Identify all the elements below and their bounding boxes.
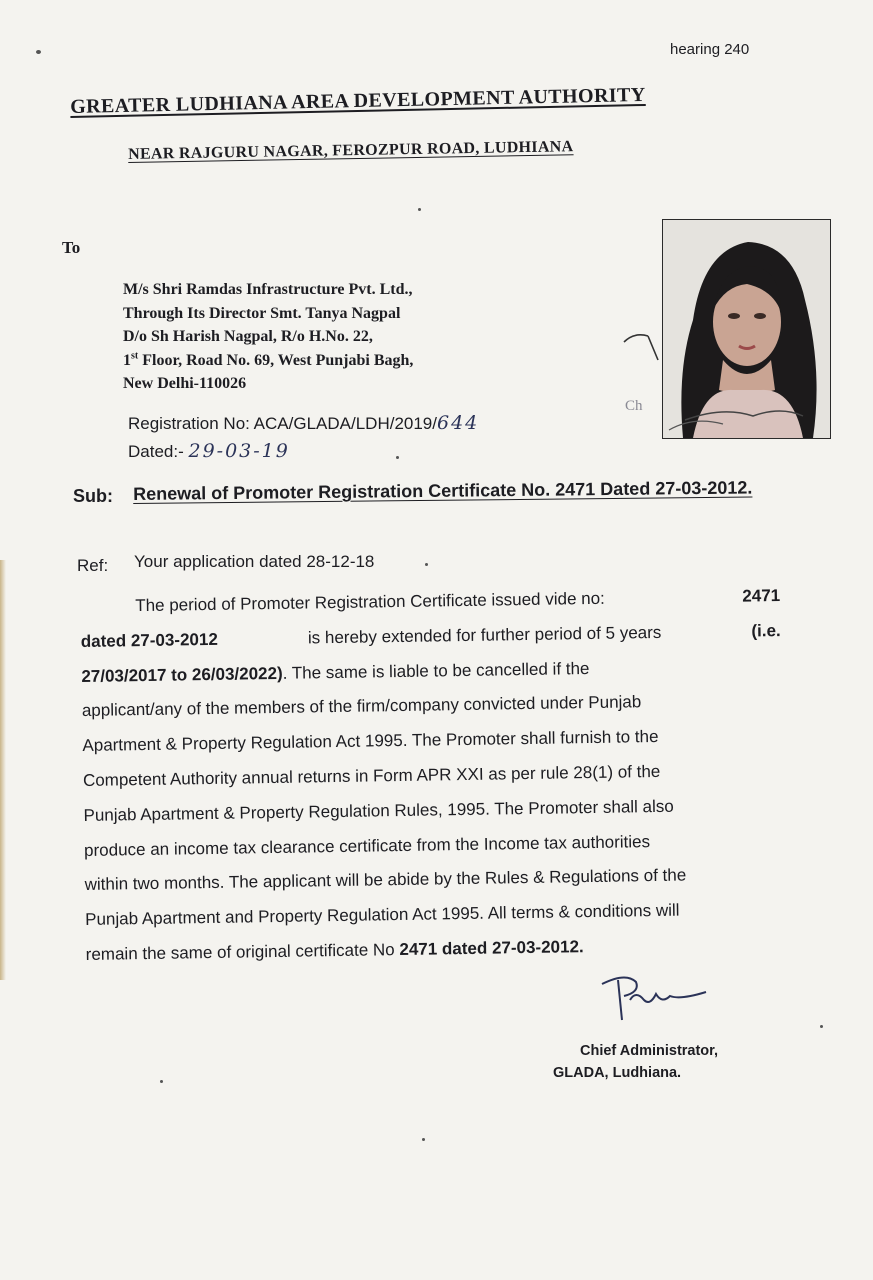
floor-suffix: st (131, 350, 139, 362)
signatory-office: GLADA, Ludhiana. (553, 1065, 682, 1081)
reference-label: Ref: (77, 556, 109, 575)
speck (36, 50, 41, 54)
floor-number: 1 (123, 351, 131, 369)
speck (820, 1025, 823, 1028)
body-line: within two months. The applicant will be abide by the Rules & Regulations of the (84, 865, 687, 895)
subject-text: Renewal of Promoter Registration Certificate No. 2471 Dated 27-03-2012. (133, 477, 753, 504)
applicant-photo (662, 219, 831, 439)
body-line: Competent Authority annual returns in Form APR XXI as per rule 28(1) of the (82, 761, 661, 790)
reference-text: Your application dated 28-12-18 (134, 552, 375, 571)
registration-date (128, 440, 290, 462)
body-line: Apartment & Property Regulation Act 1995. The Promoter shall furnish to the (82, 727, 659, 756)
certificate-number: 2471 (742, 586, 781, 606)
signature-block (553, 1040, 718, 1084)
body-line: Punjab Apartment and Property Regulation Act 1995. All terms & conditions will (85, 900, 680, 930)
authority-address: NEAR RAJGURU NAGAR, FEROZPUR ROAD, LUDHIANA (128, 138, 574, 163)
signatory-title: Chief Administrator, (580, 1043, 719, 1059)
body-line: applicant/any of the members of the firm/company convicted under Punjab (81, 692, 642, 721)
registration-handwritten-number: 644 (436, 412, 480, 434)
registration-handwritten-date: 29-03-19 (188, 440, 290, 462)
body-text-run: is hereby extended for further period of 5 years (307, 622, 662, 648)
speck (396, 456, 399, 459)
speck (160, 1080, 163, 1083)
period-open: (i.e. (751, 620, 781, 641)
authority-name: GREATER LUDHIANA AREA DEVELOPMENT AUTHORITY (70, 83, 646, 118)
registration-label: Registration No: ACA/GLADA/LDH/2019/ (128, 414, 437, 433)
pen-mark (622, 330, 662, 364)
speck (422, 1138, 425, 1141)
to-label: To (62, 238, 81, 257)
recipient-line-5: New Delhi-110026 (123, 375, 247, 392)
body-text-run: . The same is liable to be cancelled if the (282, 658, 590, 683)
recipient-line-3: D/o Sh Harish Nagpal, R/o H.No. 22, (123, 328, 373, 345)
signature-icon (596, 970, 716, 1030)
certificate-date: dated 27-03-2012 (80, 629, 218, 651)
recipient-line-4-rest: Floor, Road No. 69, West Punjabi Bagh, (138, 351, 414, 369)
hearing-note: hearing 240 (670, 41, 750, 58)
extension-period: 27/03/2017 to 26/03/2022) (81, 663, 283, 686)
original-certificate-ref: 2471 dated 27-03-2012. (399, 937, 584, 959)
body-line: produce an income tax clearance certificate from the Income tax authorities (83, 831, 651, 860)
registration-number (128, 412, 479, 434)
subject-label: Sub: (73, 486, 113, 506)
body-line: Punjab Apartment & Property Regulation Rules, 1995. The Promoter shall also (83, 796, 674, 825)
recipient-line-2: Through Its Director Smt. Tanya Nagpal (123, 304, 401, 322)
letter-body (80, 579, 786, 973)
speck (418, 208, 421, 211)
body-text-run: The period of Promoter Registration Certificate issued vide no: (135, 588, 605, 616)
recipient-line-1: M/s Shri Ramdas Infrastructure Pvt. Ltd., (123, 281, 413, 298)
speck (425, 563, 428, 566)
dated-label: Dated:- (128, 442, 184, 461)
page-edge-shadow (0, 560, 6, 980)
recipient-line-4 (123, 349, 513, 373)
body-text-run: remain the same of original certificate No (85, 940, 395, 964)
recipient-address (123, 278, 513, 396)
photo-attestation-stamp: Ch (625, 398, 643, 414)
